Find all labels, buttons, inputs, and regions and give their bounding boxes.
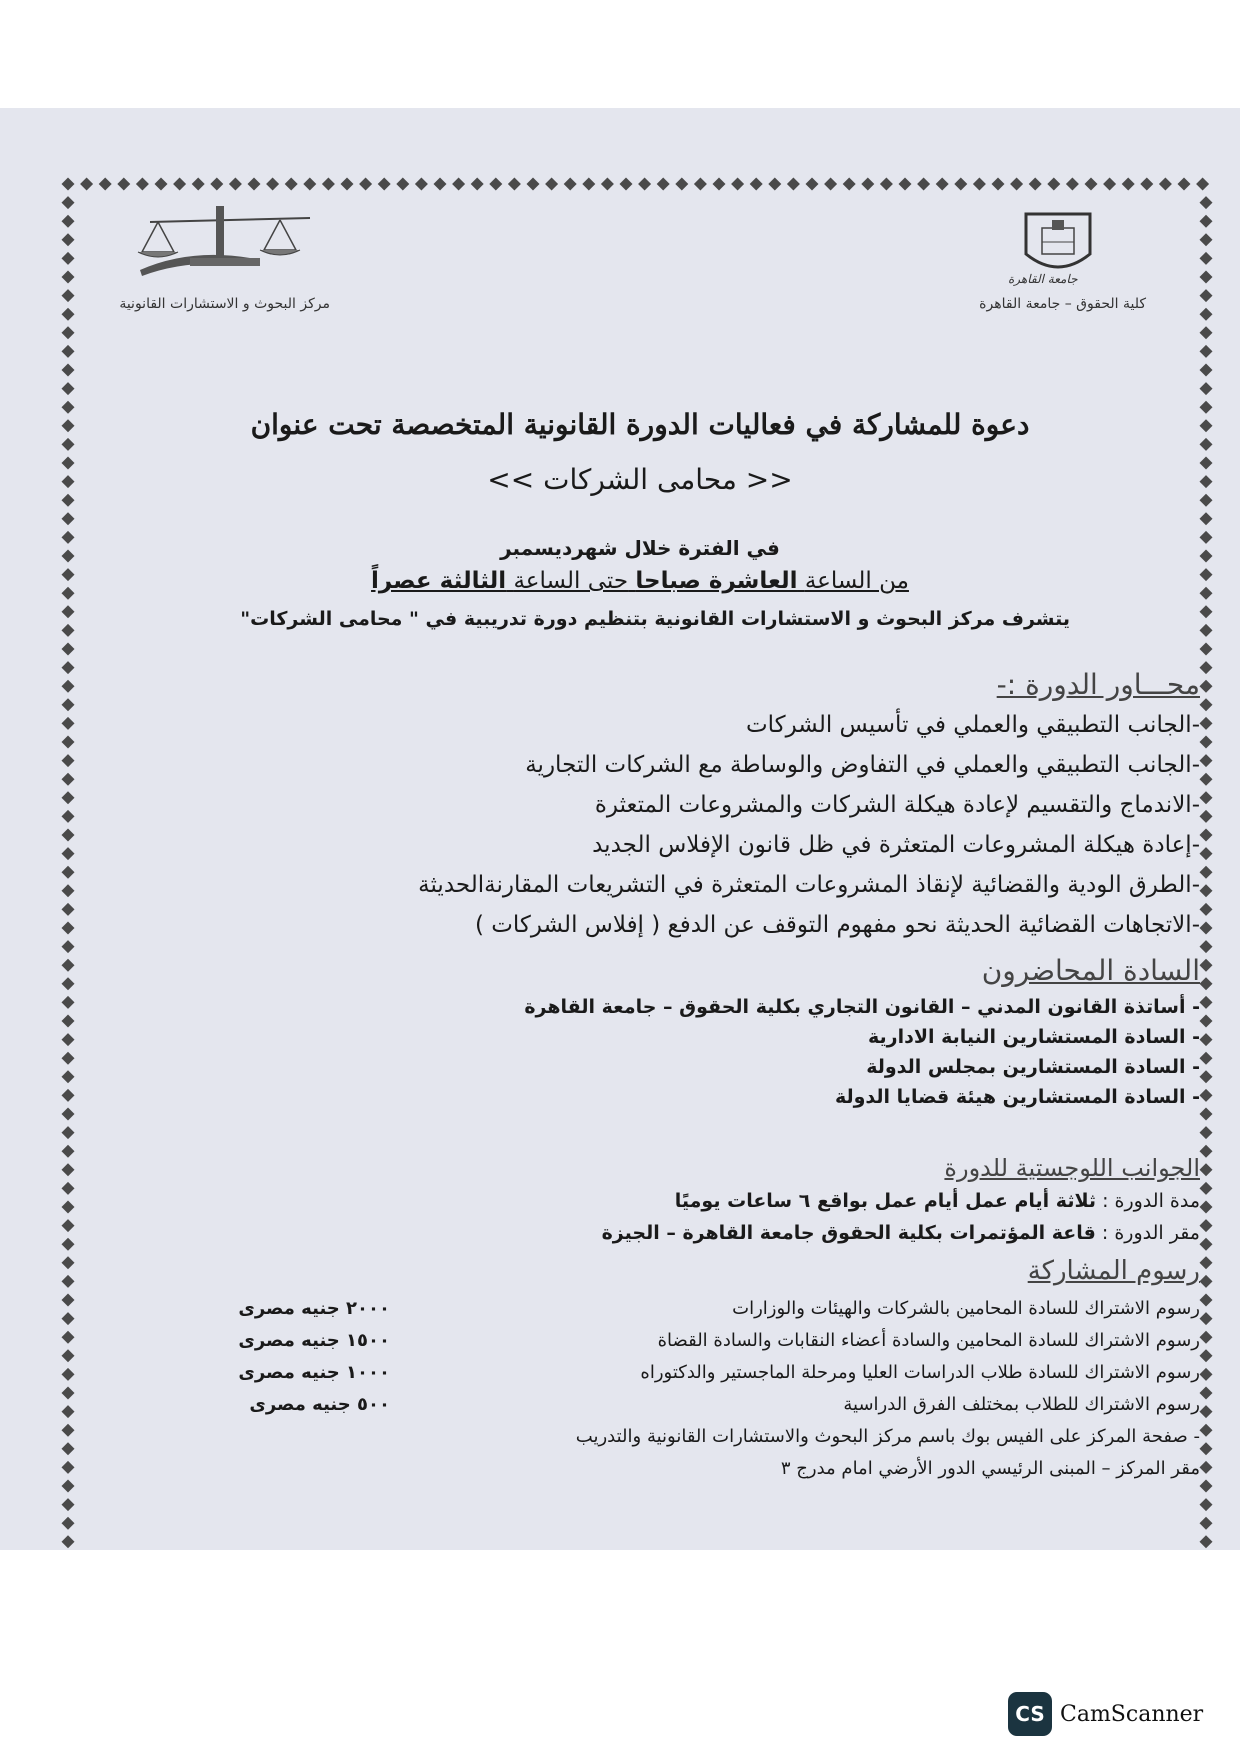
border-diamond — [1200, 1517, 1213, 1530]
border-diamond — [62, 568, 75, 581]
border-diamond — [1200, 884, 1213, 897]
border-diamond — [1200, 233, 1213, 246]
topics-heading: محـــاور الدورة :- — [996, 668, 1200, 701]
fee-amount: ٥٠٠ جنيه مصرى — [249, 1394, 390, 1415]
border-diamond — [62, 401, 75, 414]
border-diamond — [62, 475, 75, 488]
border-diamond — [62, 196, 75, 209]
border-diamond — [1200, 308, 1213, 321]
topic-item: -إعادة هيكلة المشروعات المتعثرة في ظل قانون الإفلاس الجديد — [592, 832, 1200, 858]
topic-item: -الاتجاهات القضائية الحديثة نحو مفهوم التوقف عن الدفع ( إفلاس الشركات ) — [474, 912, 1200, 938]
fee-label: رسوم الاشتراك للسادة المحامين بالشركات والهيئات والوزارات — [732, 1298, 1200, 1319]
border-diamond — [1066, 178, 1079, 191]
fees-heading: رسوم المشاركة — [1027, 1256, 1200, 1286]
border-diamond — [1140, 178, 1153, 191]
border-diamond — [452, 178, 465, 191]
border-diamond — [62, 1033, 75, 1046]
border-diamond — [1200, 1442, 1213, 1455]
border-diamond — [1196, 178, 1209, 191]
border-diamond — [1200, 345, 1213, 358]
border-diamond — [62, 661, 75, 674]
border-diamond — [136, 178, 149, 191]
border-diamond — [694, 178, 707, 191]
border-diamond — [62, 1182, 75, 1195]
border-diamond — [62, 1070, 75, 1083]
border-diamond — [303, 178, 316, 191]
border-diamond — [1200, 996, 1213, 1009]
border-diamond — [675, 178, 688, 191]
border-diamond — [1159, 178, 1172, 191]
border-diamond — [62, 271, 75, 284]
logistics-heading: الجوانب اللوجستية للدورة — [944, 1154, 1200, 1182]
border-diamond — [192, 178, 205, 191]
border-diamond — [1200, 940, 1213, 953]
research-center-caption: مركز البحوث و الاستشارات القانونية — [119, 296, 330, 312]
border-diamond — [62, 810, 75, 823]
border-diamond — [62, 773, 75, 786]
border-diamond — [62, 1498, 75, 1511]
border-diamond — [62, 1387, 75, 1400]
border-diamond — [1178, 178, 1191, 191]
border-diamond — [992, 178, 1005, 191]
lecturer-item: - السادة المستشارين هيئة قضايا الدولة — [834, 1086, 1200, 1108]
border-diamond — [1200, 791, 1213, 804]
scanned-page — [0, 108, 1240, 1550]
border-diamond — [62, 494, 75, 507]
border-diamond — [1200, 1145, 1213, 1158]
border-diamond — [545, 178, 558, 191]
border-diamond — [62, 1201, 75, 1214]
border-diamond — [1200, 512, 1213, 525]
border-diamond — [1200, 531, 1213, 544]
border-diamond — [62, 1535, 75, 1548]
border-diamond — [1200, 1238, 1213, 1251]
course-venue — [200, 1222, 1200, 1244]
border-diamond — [62, 587, 75, 600]
venue-label: مقر الدورة : — [1101, 1222, 1200, 1244]
border-diamond — [936, 178, 949, 191]
border-diamond — [1200, 1349, 1213, 1362]
border-diamond — [1029, 178, 1042, 191]
border-diamond — [843, 178, 856, 191]
border-diamond — [1200, 1089, 1213, 1102]
border-diamond — [415, 178, 428, 191]
border-diamond — [62, 605, 75, 618]
border-diamond — [62, 922, 75, 935]
border-diamond — [62, 531, 75, 544]
border-diamond — [62, 736, 75, 749]
seal-caption: جامعة القاهرة — [1008, 272, 1078, 286]
border-diamond — [1200, 196, 1213, 209]
camscanner-watermark — [1008, 1692, 1203, 1736]
border-diamond — [1200, 215, 1213, 228]
border-diamond — [1200, 457, 1213, 470]
border-diamond — [155, 178, 168, 191]
border-diamond — [527, 178, 540, 191]
border-diamond — [713, 178, 726, 191]
border-diamond — [1200, 1331, 1213, 1344]
border-diamond — [1200, 252, 1213, 265]
border-diamond — [1200, 605, 1213, 618]
border-diamond — [1200, 922, 1213, 935]
border-diamond — [80, 178, 93, 191]
fee-label: رسوم الاشتراك للطلاب بمختلف الفرق الدراسية — [843, 1394, 1200, 1415]
border-diamond — [1047, 178, 1060, 191]
fee-amount: ٢٠٠٠ جنيه مصرى — [238, 1298, 390, 1319]
course-title: << محامى الشركات >> — [487, 463, 793, 496]
border-diamond — [62, 1089, 75, 1102]
duration-value: ثلاثة أيام عمل أيام عمل بواقع ٦ ساعات يوميًا — [674, 1190, 1097, 1212]
lecturers-heading: السادة المحاضرون — [981, 954, 1200, 987]
camscanner-logo-icon: CS — [1008, 1692, 1052, 1736]
border-diamond — [1200, 624, 1213, 637]
course-time — [300, 568, 980, 594]
border-diamond — [508, 178, 521, 191]
border-diamond — [62, 847, 75, 860]
border-diamond — [1200, 475, 1213, 488]
border-diamond — [62, 1517, 75, 1530]
border-diamond — [1200, 810, 1213, 823]
border-diamond — [62, 1312, 75, 1325]
border-diamond — [62, 1238, 75, 1251]
border-diamond — [1200, 1201, 1213, 1214]
border-diamond — [1200, 1219, 1213, 1232]
border-diamond — [620, 178, 633, 191]
fee-amount: ١٥٠٠ جنيه مصرى — [238, 1330, 390, 1351]
border-diamond — [564, 178, 577, 191]
topic-item: -الطرق الودية والقضائية لإنقاذ المشروعات المتعثرة في التشريعات المقارنةالحديثة — [418, 872, 1200, 898]
border-diamond — [973, 178, 986, 191]
border-diamond — [62, 1480, 75, 1493]
border-diamond — [62, 866, 75, 879]
lecturer-item: - السادة المستشارين النيابة الادارية — [867, 1026, 1200, 1048]
border-diamond — [62, 996, 75, 1009]
border-diamond — [62, 680, 75, 693]
border-diamond — [1200, 326, 1213, 339]
border-diamond — [1010, 178, 1023, 191]
duration-label: مدة الدورة : — [1102, 1190, 1200, 1212]
border-diamond — [62, 624, 75, 637]
border-diamond — [322, 178, 335, 191]
border-diamond — [62, 419, 75, 432]
border-diamond — [62, 1331, 75, 1344]
border-diamond — [62, 1145, 75, 1158]
border-diamond — [1200, 736, 1213, 749]
border-diamond — [1200, 568, 1213, 581]
border-diamond — [117, 178, 130, 191]
border-diamond — [1200, 773, 1213, 786]
border-diamond — [62, 1219, 75, 1232]
border-diamond — [1200, 1312, 1213, 1325]
border-diamond — [62, 1052, 75, 1065]
border-diamond — [1200, 1498, 1213, 1511]
border-diamond — [1200, 829, 1213, 842]
border-diamond — [1200, 550, 1213, 563]
border-diamond — [99, 178, 112, 191]
border-diamond — [582, 178, 595, 191]
border-diamond — [824, 178, 837, 191]
border-diamond — [1200, 1424, 1213, 1437]
faculty-caption: كلية الحقوق – جامعة القاهرة — [979, 296, 1146, 312]
border-diamond — [396, 178, 409, 191]
border-diamond — [210, 178, 223, 191]
border-diamond — [1200, 1405, 1213, 1418]
border-diamond — [638, 178, 651, 191]
border-diamond — [1200, 587, 1213, 600]
border-diamond — [359, 178, 372, 191]
border-diamond — [62, 1461, 75, 1474]
scales-of-justice-icon — [130, 200, 330, 280]
border-diamond — [787, 178, 800, 191]
border-diamond — [173, 178, 186, 191]
border-diamond — [1200, 698, 1213, 711]
border-diamond — [1200, 717, 1213, 730]
border-diamond — [62, 326, 75, 339]
border-diamond — [62, 643, 75, 656]
border-diamond — [1200, 364, 1213, 377]
border-diamond — [489, 178, 502, 191]
border-diamond — [229, 178, 242, 191]
topic-item: -الجانب التطبيقي والعملي في التفاوض والوساطة مع الشركات التجارية — [525, 752, 1200, 778]
fee-label: رسوم الاشتراك للسادة طلاب الدراسات العليا ومرحلة الماجستير والدكتوراه — [640, 1362, 1200, 1383]
border-diamond — [768, 178, 781, 191]
border-diamond — [62, 1424, 75, 1437]
border-diamond — [62, 754, 75, 767]
border-diamond — [1085, 178, 1098, 191]
border-diamond — [62, 1108, 75, 1121]
border-diamond — [62, 345, 75, 358]
border-diamond — [62, 1256, 75, 1269]
border-diamond — [62, 977, 75, 990]
topic-item: -الجانب التطبيقي والعملي في تأسيس الشركات — [746, 712, 1200, 738]
border-diamond — [1200, 977, 1213, 990]
facebook-page-note: - صفحة المركز على الفيس بوك باسم مركز البحوث والاستشارات القانونية والتدريب — [575, 1426, 1200, 1447]
border-diamond — [62, 438, 75, 451]
border-diamond — [1200, 438, 1213, 451]
border-diamond — [266, 178, 279, 191]
border-diamond — [1200, 1052, 1213, 1065]
border-diamond — [62, 1349, 75, 1362]
border-diamond — [1200, 1535, 1213, 1548]
border-diamond — [62, 903, 75, 916]
border-diamond — [62, 959, 75, 972]
time-mid: حتى الساعة — [513, 568, 629, 594]
border-diamond — [731, 178, 744, 191]
border-diamond — [62, 1405, 75, 1418]
border-diamond — [62, 178, 75, 191]
border-diamond — [62, 215, 75, 228]
border-diamond — [1200, 903, 1213, 916]
border-diamond — [62, 457, 75, 470]
border-diamond — [62, 940, 75, 953]
border-diamond — [62, 1294, 75, 1307]
border-diamond — [750, 178, 763, 191]
border-diamond — [1200, 1275, 1213, 1288]
border-diamond — [1200, 1108, 1213, 1121]
border-diamond — [62, 1275, 75, 1288]
border-diamond — [62, 698, 75, 711]
fee-label: رسوم الاشتراك للسادة المحامين والسادة أعضاء النقابات والسادة القضاة — [657, 1330, 1200, 1351]
border-diamond — [62, 550, 75, 563]
border-diamond — [1200, 1163, 1213, 1176]
border-diamond — [1200, 1015, 1213, 1028]
border-diamond — [1103, 178, 1116, 191]
border-diamond — [1200, 1387, 1213, 1400]
border-diamond — [62, 791, 75, 804]
border-diamond — [1200, 847, 1213, 860]
border-diamond — [1200, 382, 1213, 395]
invitation-title: دعوة للمشاركة في فعاليات الدورة القانونية المتخصصة تحت عنوان — [250, 408, 1030, 441]
border-diamond — [62, 829, 75, 842]
border-diamond — [62, 1163, 75, 1176]
border-diamond — [1200, 643, 1213, 656]
border-diamond — [1200, 419, 1213, 432]
border-diamond — [62, 382, 75, 395]
border-diamond — [917, 178, 930, 191]
border-diamond — [1200, 959, 1213, 972]
border-diamond — [1200, 1294, 1213, 1307]
border-diamond — [62, 1126, 75, 1139]
border-diamond — [378, 178, 391, 191]
border-diamond — [1200, 1368, 1213, 1381]
border-diamond — [62, 1368, 75, 1381]
border-diamond — [62, 289, 75, 302]
course-intro: يتشرف مركز البحوث و الاستشارات القانونية بتنظيم دورة تدريبية في " محامى الشركات" — [240, 608, 1070, 630]
border-diamond — [1200, 1256, 1213, 1269]
border-diamond — [341, 178, 354, 191]
camscanner-name: CamScanner — [1060, 1701, 1204, 1727]
border-diamond — [1200, 680, 1213, 693]
border-diamond — [657, 178, 670, 191]
border-diamond — [899, 178, 912, 191]
border-diamond — [1200, 754, 1213, 767]
border-diamond — [62, 884, 75, 897]
lecturer-item: - السادة المستشارين بمجلس الدولة — [866, 1056, 1200, 1078]
border-diamond — [1200, 1126, 1213, 1139]
time-start: العاشرة صباحا — [635, 568, 798, 594]
border-diamond — [1200, 1182, 1213, 1195]
border-diamond — [1200, 494, 1213, 507]
center-address: مقر المركز – المبنى الرئيسي الدور الأرضي امام مدرج ٣ — [780, 1458, 1200, 1479]
border-diamond — [1200, 401, 1213, 414]
border-diamond — [861, 178, 874, 191]
border-diamond — [471, 178, 484, 191]
border-diamond — [1200, 1070, 1213, 1083]
border-diamond — [62, 252, 75, 265]
border-diamond — [62, 512, 75, 525]
course-period: في الفترة خلال شهرديسمبر — [500, 536, 780, 560]
border-diamond — [880, 178, 893, 191]
border-diamond — [1200, 1033, 1213, 1046]
topic-item: -الاندماج والتقسيم لإعادة هيكلة الشركات والمشروعات المتعثرة — [594, 792, 1200, 818]
border-diamond — [62, 308, 75, 321]
border-diamond — [1200, 289, 1213, 302]
border-diamond — [1200, 661, 1213, 674]
border-diamond — [434, 178, 447, 191]
lecturer-item: - أساتذة القانون المدني – القانون التجاري بكلية الحقوق – جامعة القاهرة — [524, 996, 1200, 1018]
border-diamond — [954, 178, 967, 191]
border-diamond — [1200, 1461, 1213, 1474]
course-duration — [200, 1190, 1200, 1212]
border-diamond — [1200, 1480, 1213, 1493]
border-diamond — [62, 233, 75, 246]
border-diamond — [806, 178, 819, 191]
border-diamond — [1200, 866, 1213, 879]
border-diamond — [285, 178, 298, 191]
border-diamond — [62, 1015, 75, 1028]
border-diamond — [62, 364, 75, 377]
border-diamond — [1200, 271, 1213, 284]
time-end: الثالثة عصراً — [371, 568, 507, 594]
border-diamond — [62, 1442, 75, 1455]
time-prefix: من الساعة — [804, 568, 909, 594]
border-diamond — [248, 178, 261, 191]
border-diamond — [1122, 178, 1135, 191]
fee-amount: ١٠٠٠ جنيه مصرى — [238, 1362, 390, 1383]
venue-value: قاعة المؤتمرات بكلية الحقوق جامعة القاهرة – الجيزة — [601, 1222, 1096, 1244]
border-diamond — [601, 178, 614, 191]
border-diamond — [62, 717, 75, 730]
